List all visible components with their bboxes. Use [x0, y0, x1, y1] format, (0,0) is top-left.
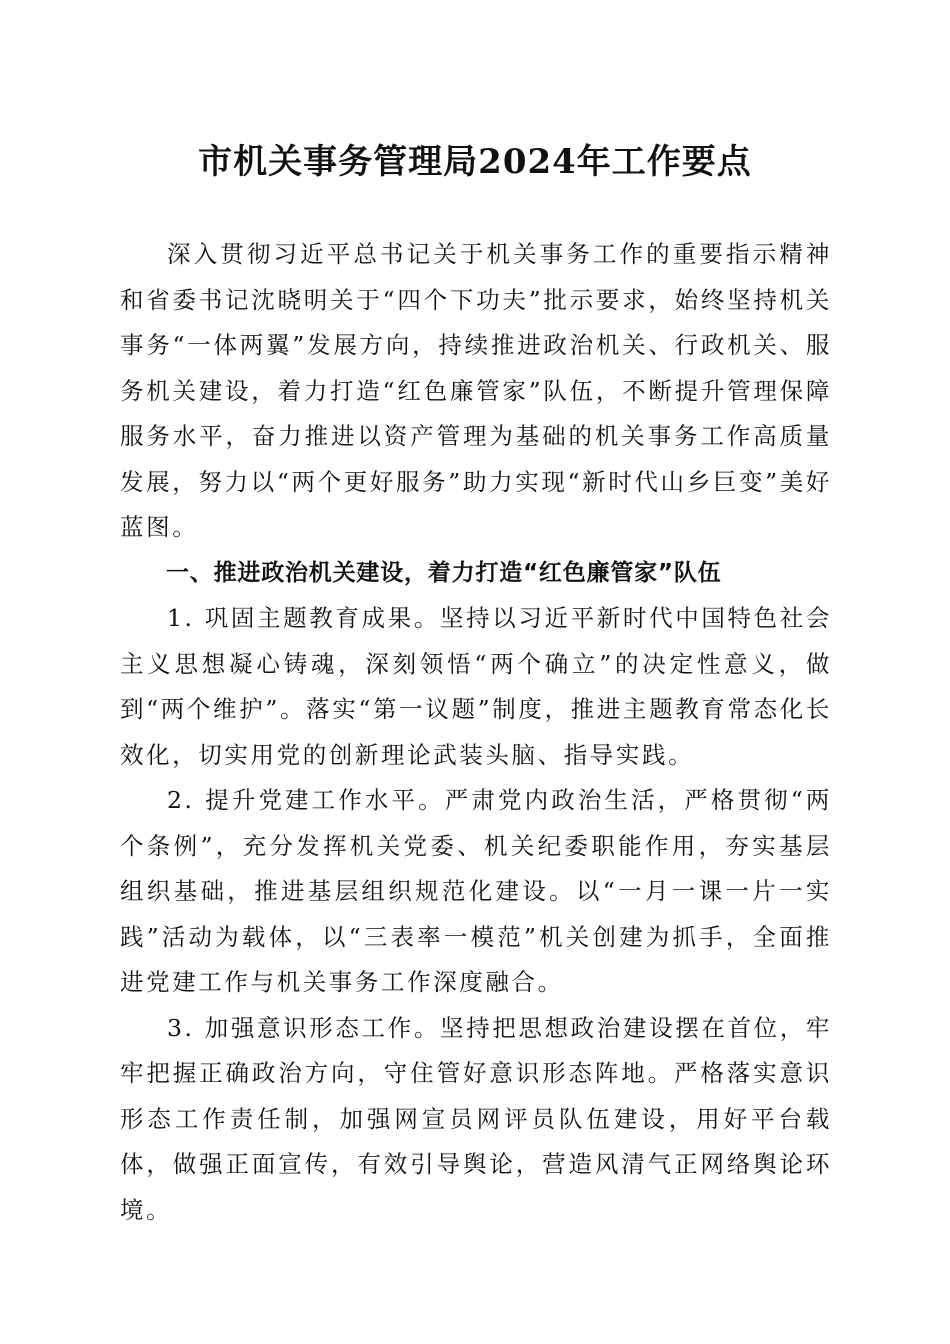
document-body: [120, 232, 832, 1233]
document-title: 市机关事务管理局2024年工作要点: [198, 142, 752, 182]
item-paragraph-1: 1. 巩固主题教育成果。坚持以习近平新时代中国特色社会主义思想凝心铸魂，深刻领悟“两个确立”的决定性意义，做到“两个维护”。落实“第一议题”制度，推进主题教育常态化长效化，切实用党的创新理论武装头脑、指导实践。: [120, 604, 832, 769]
intro-paragraph: 深入贯彻习近平总书记关于机关事务工作的重要指示精神和省委书记沈晓明关于“四个下功夫”批示要求，始终坚持机关事务“一体两翼”发展方向，持续推进政治机关、行政机关、服务机关建设，着力打造“红色廉管家”队伍，不断提升管理保障服务水平，奋力推进以资产管理为基础的机关事务工作高质量发展，努力以“两个更好服务”助力实现“新时代山乡巨变”美好蓝图。: [120, 240, 832, 541]
section-heading: 一、推进政治机关建设，着力打造“红色廉管家”队伍: [166, 559, 722, 586]
item-paragraph-3: 3. 加强意识形态工作。坚持把思想政治建设摆在首位，牢牢把握正确政治方向，守住管好意识形态阵地。严格落实意识形态工作责任制，加强网宣员网评员队伍建设，用好平台载体，做强正面宣传，有效引导舆论，营造风清气正网络舆论环境。: [120, 1013, 832, 1224]
item-paragraph-2: 2. 提升党建工作水平。严肃党内政治生活，严格贯彻“两个条例”，充分发挥机关党委、机关纪委职能作用，夯实基层组织基础，推进基层组织规范化建设。以“一月一课一片一实践”活动为载体，以“三表率一模范”机关创建为抓手，全面推进党建工作与机关事务工作深度融合。: [120, 786, 832, 996]
